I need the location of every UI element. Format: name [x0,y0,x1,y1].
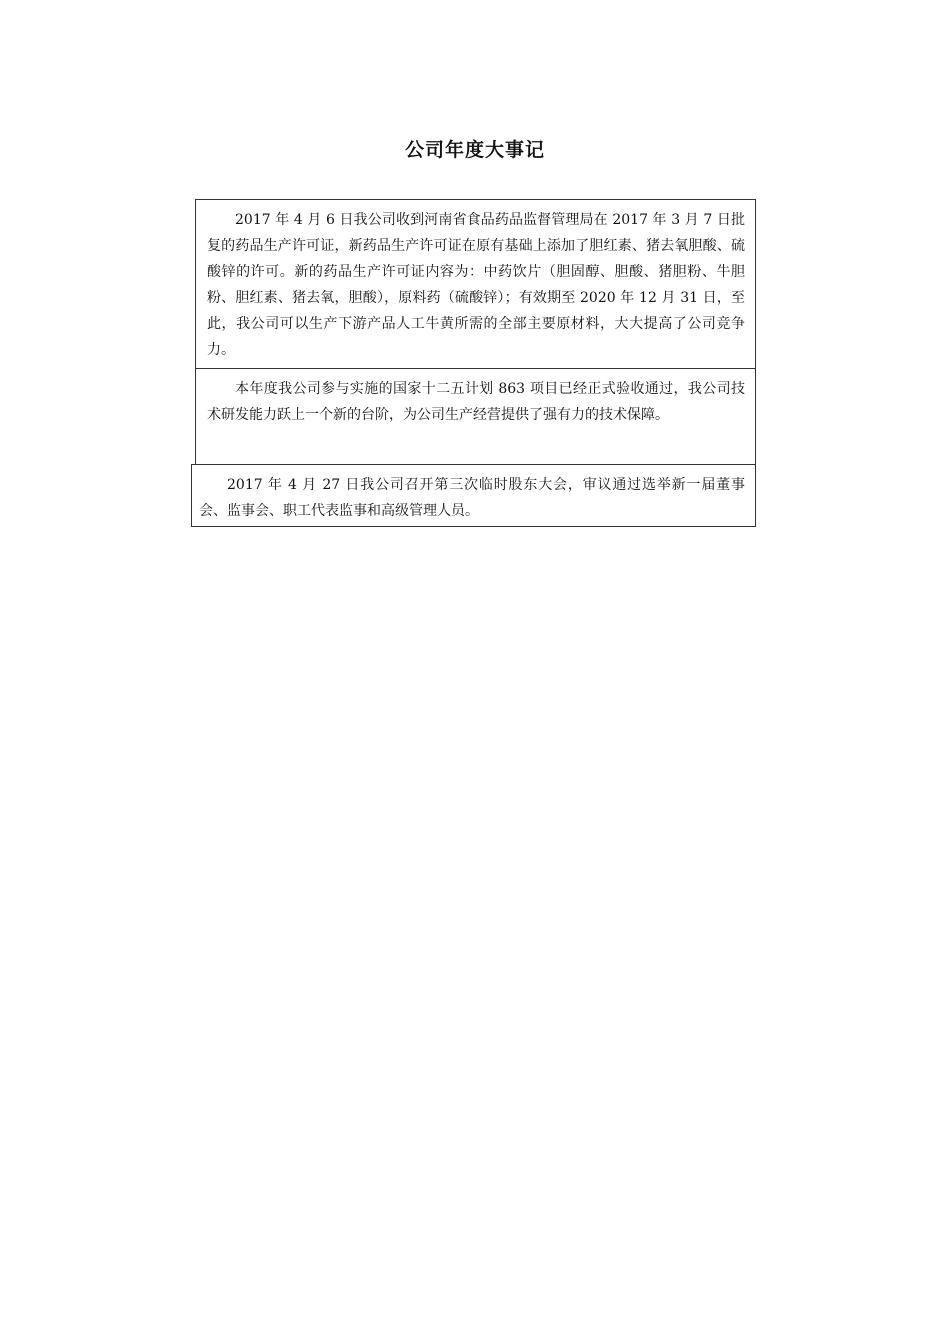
event-entry-shareholder-meeting [191,464,756,527]
event-entry-license [195,199,756,369]
event-text: 2017 年 4 月 6 日我公司收到河南省食品药品监督管理局在 2017 年 3 月 7 日批复的药品生产许可证，新药品生产许可证在原有基础上添加了胆红素、猪去氧胆酸、硫酸锌的许可。新的药品生产许可证内容为：中药饮片（胆固醇、胆酸、猪胆粉、牛胆粉、胆红素、猪去氧，胆酸），原料药（硫酸锌）；有效期至 2020 年 12 月 31 日，至此，我公司可以生产下游产品人工牛黄所需的全部主要原材料，大大提高了公司竞争力。 [207,212,745,358]
event-text: 本年度我公司参与实施的国家十二五计划 863 项目已经正式验收通过，我公司技术研发能力跃上一个新的台阶，为公司生产经营提供了强有力的技术保障。 [207,381,745,423]
page-title: 公司年度大事记 [404,139,545,161]
event-text: 2017 年 4 月 27 日我公司召开第三次临时股东大会，审议通过选举新一届董事会、监事会、职工代表监事和高级管理人员。 [199,477,745,519]
event-entry-863-project [195,368,756,465]
